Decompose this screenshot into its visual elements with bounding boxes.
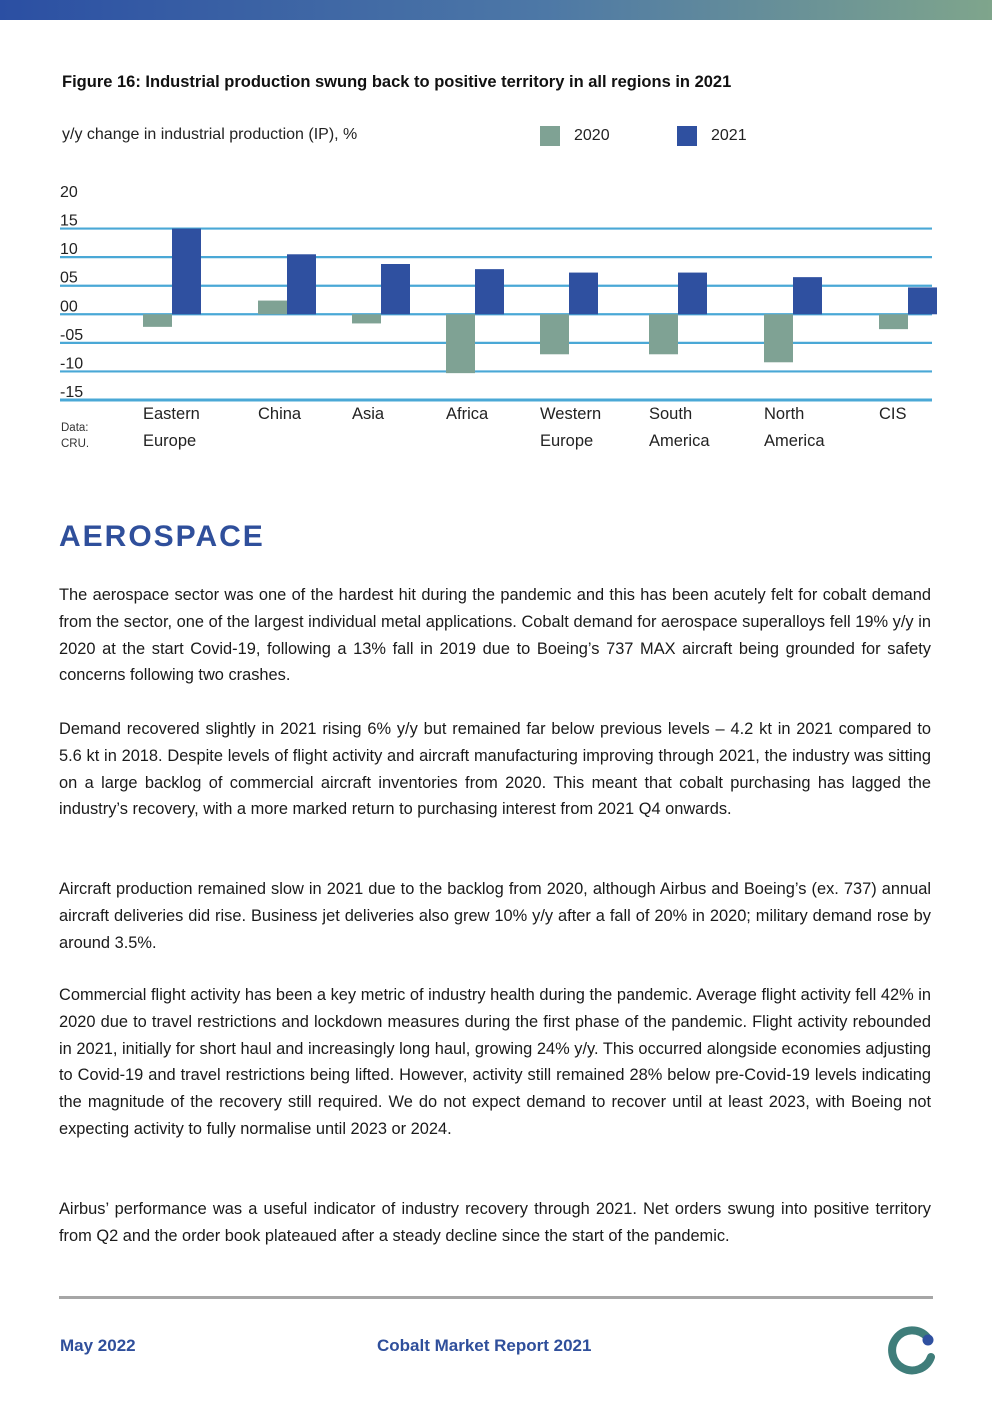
y-tick-label: 05: [60, 269, 78, 287]
y-tick-label: 20: [60, 184, 78, 201]
bar-2020-4: [540, 314, 569, 354]
bar-2020-3: [446, 314, 475, 373]
legend-label-2021: 2021: [711, 127, 747, 144]
bar-2020-6: [764, 314, 793, 362]
paragraph-1: The aerospace sector was one of the hardest hit during the pandemic and this has been acutely felt for cobalt demand from the sector, one of the largest individual metal applications. Cobalt demand for aerospace superalloys fell 19% y/y in 2020 at the start Covid-19, following a 13% fall in 2019 due to Boeing’s 737 MAX aircraft being grounded for safety concerns following two crashes.: [59, 586, 931, 685]
bar-2020-1: [258, 301, 287, 315]
bar-2021-5: [678, 273, 707, 315]
x-category-label: North: [764, 405, 805, 423]
legend-label-2020: 2020: [574, 127, 610, 144]
bar-2021-2: [381, 264, 410, 314]
x-category-label: Europe: [540, 432, 594, 450]
y-tick-label: 00: [60, 298, 78, 316]
x-category-label: South: [649, 405, 693, 423]
section-title: AEROSPACE: [59, 520, 265, 553]
bar-2021-1: [287, 254, 316, 314]
data-source-name: CRU.: [61, 438, 90, 450]
bar-2020-0: [143, 314, 172, 327]
figure-subtitle: y/y change in industrial production (IP), %: [62, 126, 358, 143]
figure-title: Figure 16: Industrial production swung back to positive territory in all regions in 2021: [62, 73, 732, 91]
bar-2020-2: [352, 314, 381, 323]
y-tick-label: -15: [60, 384, 84, 401]
top-gradient-bar: [0, 0, 992, 20]
data-source-label: Data:: [61, 422, 89, 434]
y-tick-label: -05: [60, 326, 84, 344]
bar-2021-4: [569, 273, 598, 315]
paragraph-4: Commercial flight activity has been a key metric of industry health during the pandemic. Average flight activity fell 42% in 2020 due to travel restrictions and lockdown measures during the first phase of the pandemic. Flight activity rebounded in 2021, initially for short haul and increasingly long haul, growing 24% y/y. This occurred alongside economies adjusting to Covid-19 and travel restrictions being lifted. However, activity still remained 28% below pre-Covid-19 levels indicating the magnitude of the recovery still required. We do not expect demand to recover until at least 2023, with Boeing not expecting activity to fully normalise until 2023 or 2024.: [59, 986, 931, 1138]
bar-2021-7: [908, 287, 937, 314]
paragraph-5: Airbus’ performance was a useful indicator of industry recovery through 2021. Net orders swung into positive territory from Q2 and the order book plateaued after a steady decline since the start of the pandemic.: [59, 1200, 931, 1245]
y-tick-label: 15: [60, 212, 78, 230]
x-category-label: Africa: [446, 405, 489, 423]
x-category-label: China: [258, 405, 302, 423]
industrial-production-bar-chart: [0, 170, 992, 460]
bar-2020-5: [649, 314, 678, 354]
data-source-note: [61, 420, 89, 452]
bar-2021-3: [475, 269, 504, 314]
legend-swatch-2020: [540, 126, 560, 146]
bar-2021-0: [172, 229, 201, 315]
x-category-label: Europe: [143, 432, 197, 450]
x-category-label: Western: [540, 405, 602, 423]
cobalt-institute-logo-icon: [884, 1324, 938, 1378]
footer-divider: [59, 1296, 933, 1299]
bar-2020-7: [879, 314, 908, 329]
footer-date: May 2022: [60, 1336, 136, 1355]
x-category-label: CIS: [879, 405, 907, 423]
x-category-label: Asia: [352, 405, 385, 423]
paragraph-2: Demand recovered slightly in 2021 rising 6% y/y but remained far below previous levels – 4.2 kt in 2021 compared to 5.6 kt in 2018. Despite levels of flight activity and aircraft manufacturing improving through 2021, the industry was sitting on a large backlog of commercial aircraft inventories from 2020. This meant that cobalt purchasing has lagged the industry’s recovery, with a more marked return to purchasing interest from 2021 Q4 onwards.: [59, 720, 931, 819]
footer-report-title: Cobalt Market Report 2021: [377, 1336, 592, 1355]
y-tick-label: 10: [60, 241, 78, 259]
legend-swatch-2021: [677, 126, 697, 146]
x-category-label: America: [764, 432, 825, 450]
paragraph-3: Aircraft production remained slow in 2021 due to the backlog from 2020, although Airbus and Boeing’s (ex. 737) annual aircraft deliveries did rise. Business jet deliveries also grew 10% y/y after a fall of 20% in 2020; military demand rose by around 3.5%.: [59, 880, 931, 952]
x-category-label: Eastern: [143, 405, 200, 423]
bar-2021-6: [793, 277, 822, 314]
x-category-label: America: [649, 432, 710, 450]
y-tick-label: -10: [60, 355, 84, 373]
